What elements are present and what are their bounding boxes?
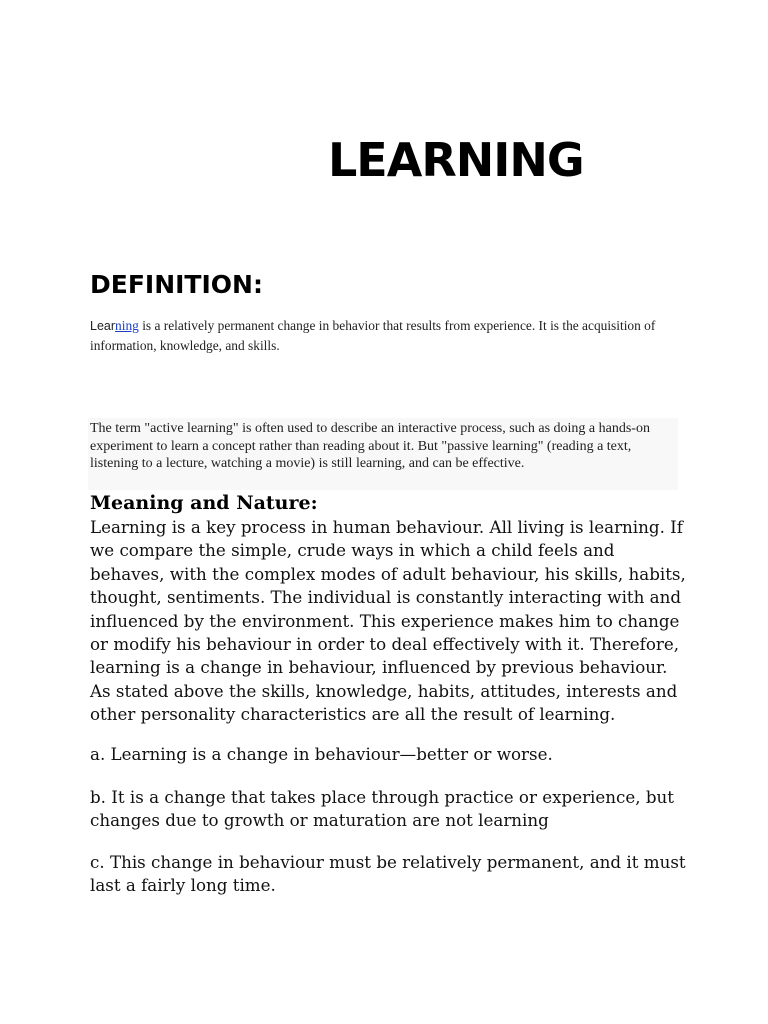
point-a: a. Learning is a change in behaviour—better or worse.	[90, 744, 553, 764]
meaning-paragraph: Learning is a key process in human behaviour. All living is learning. If we compare the simple, crude ways in which a child feels and behaves, with the complex modes of adult behaviour, his skills, habits, thought, sentiments. The individual is constantly interacting with and influenced by the environment. This experience makes him to change or modify his behaviour in order to deal effectively with it. Therefore, learning is a change in behaviour, influenced by previous behaviour. As stated above the skills, knowledge, habits, attitudes, interests and other personality characteristics are all the result of learning.	[90, 517, 686, 725]
definition-lead-text: Lear	[90, 319, 116, 333]
point-c: c. This change in behaviour must be relatively permanent, and it must last a fairly long time.	[90, 852, 686, 896]
definition-paragraph	[90, 316, 682, 355]
definition-text: is a relatively permanent change in behavior that results from experience. It is the acquisition of information, knowledge, and skills.	[90, 318, 656, 353]
definition-heading: DEFINITION:	[90, 270, 263, 299]
active-learning-paragraph: The term "active learning" is often used to describe an interactive process, such as doing a hands-on experiment to learn a concept rather than reading about it. But "passive learning" (reading a text, listening to a lecture, watching a movie) is still learning, and can be effective.	[90, 421, 650, 471]
page-title: LEARNING	[328, 133, 584, 187]
point-b: b. It is a change that takes place through practice or experience, but changes due to growth or maturation are not learning	[90, 787, 674, 831]
meaning-and-nature-heading: Meaning and Nature:	[90, 492, 318, 514]
learning-link[interactable]: ning	[115, 318, 139, 333]
